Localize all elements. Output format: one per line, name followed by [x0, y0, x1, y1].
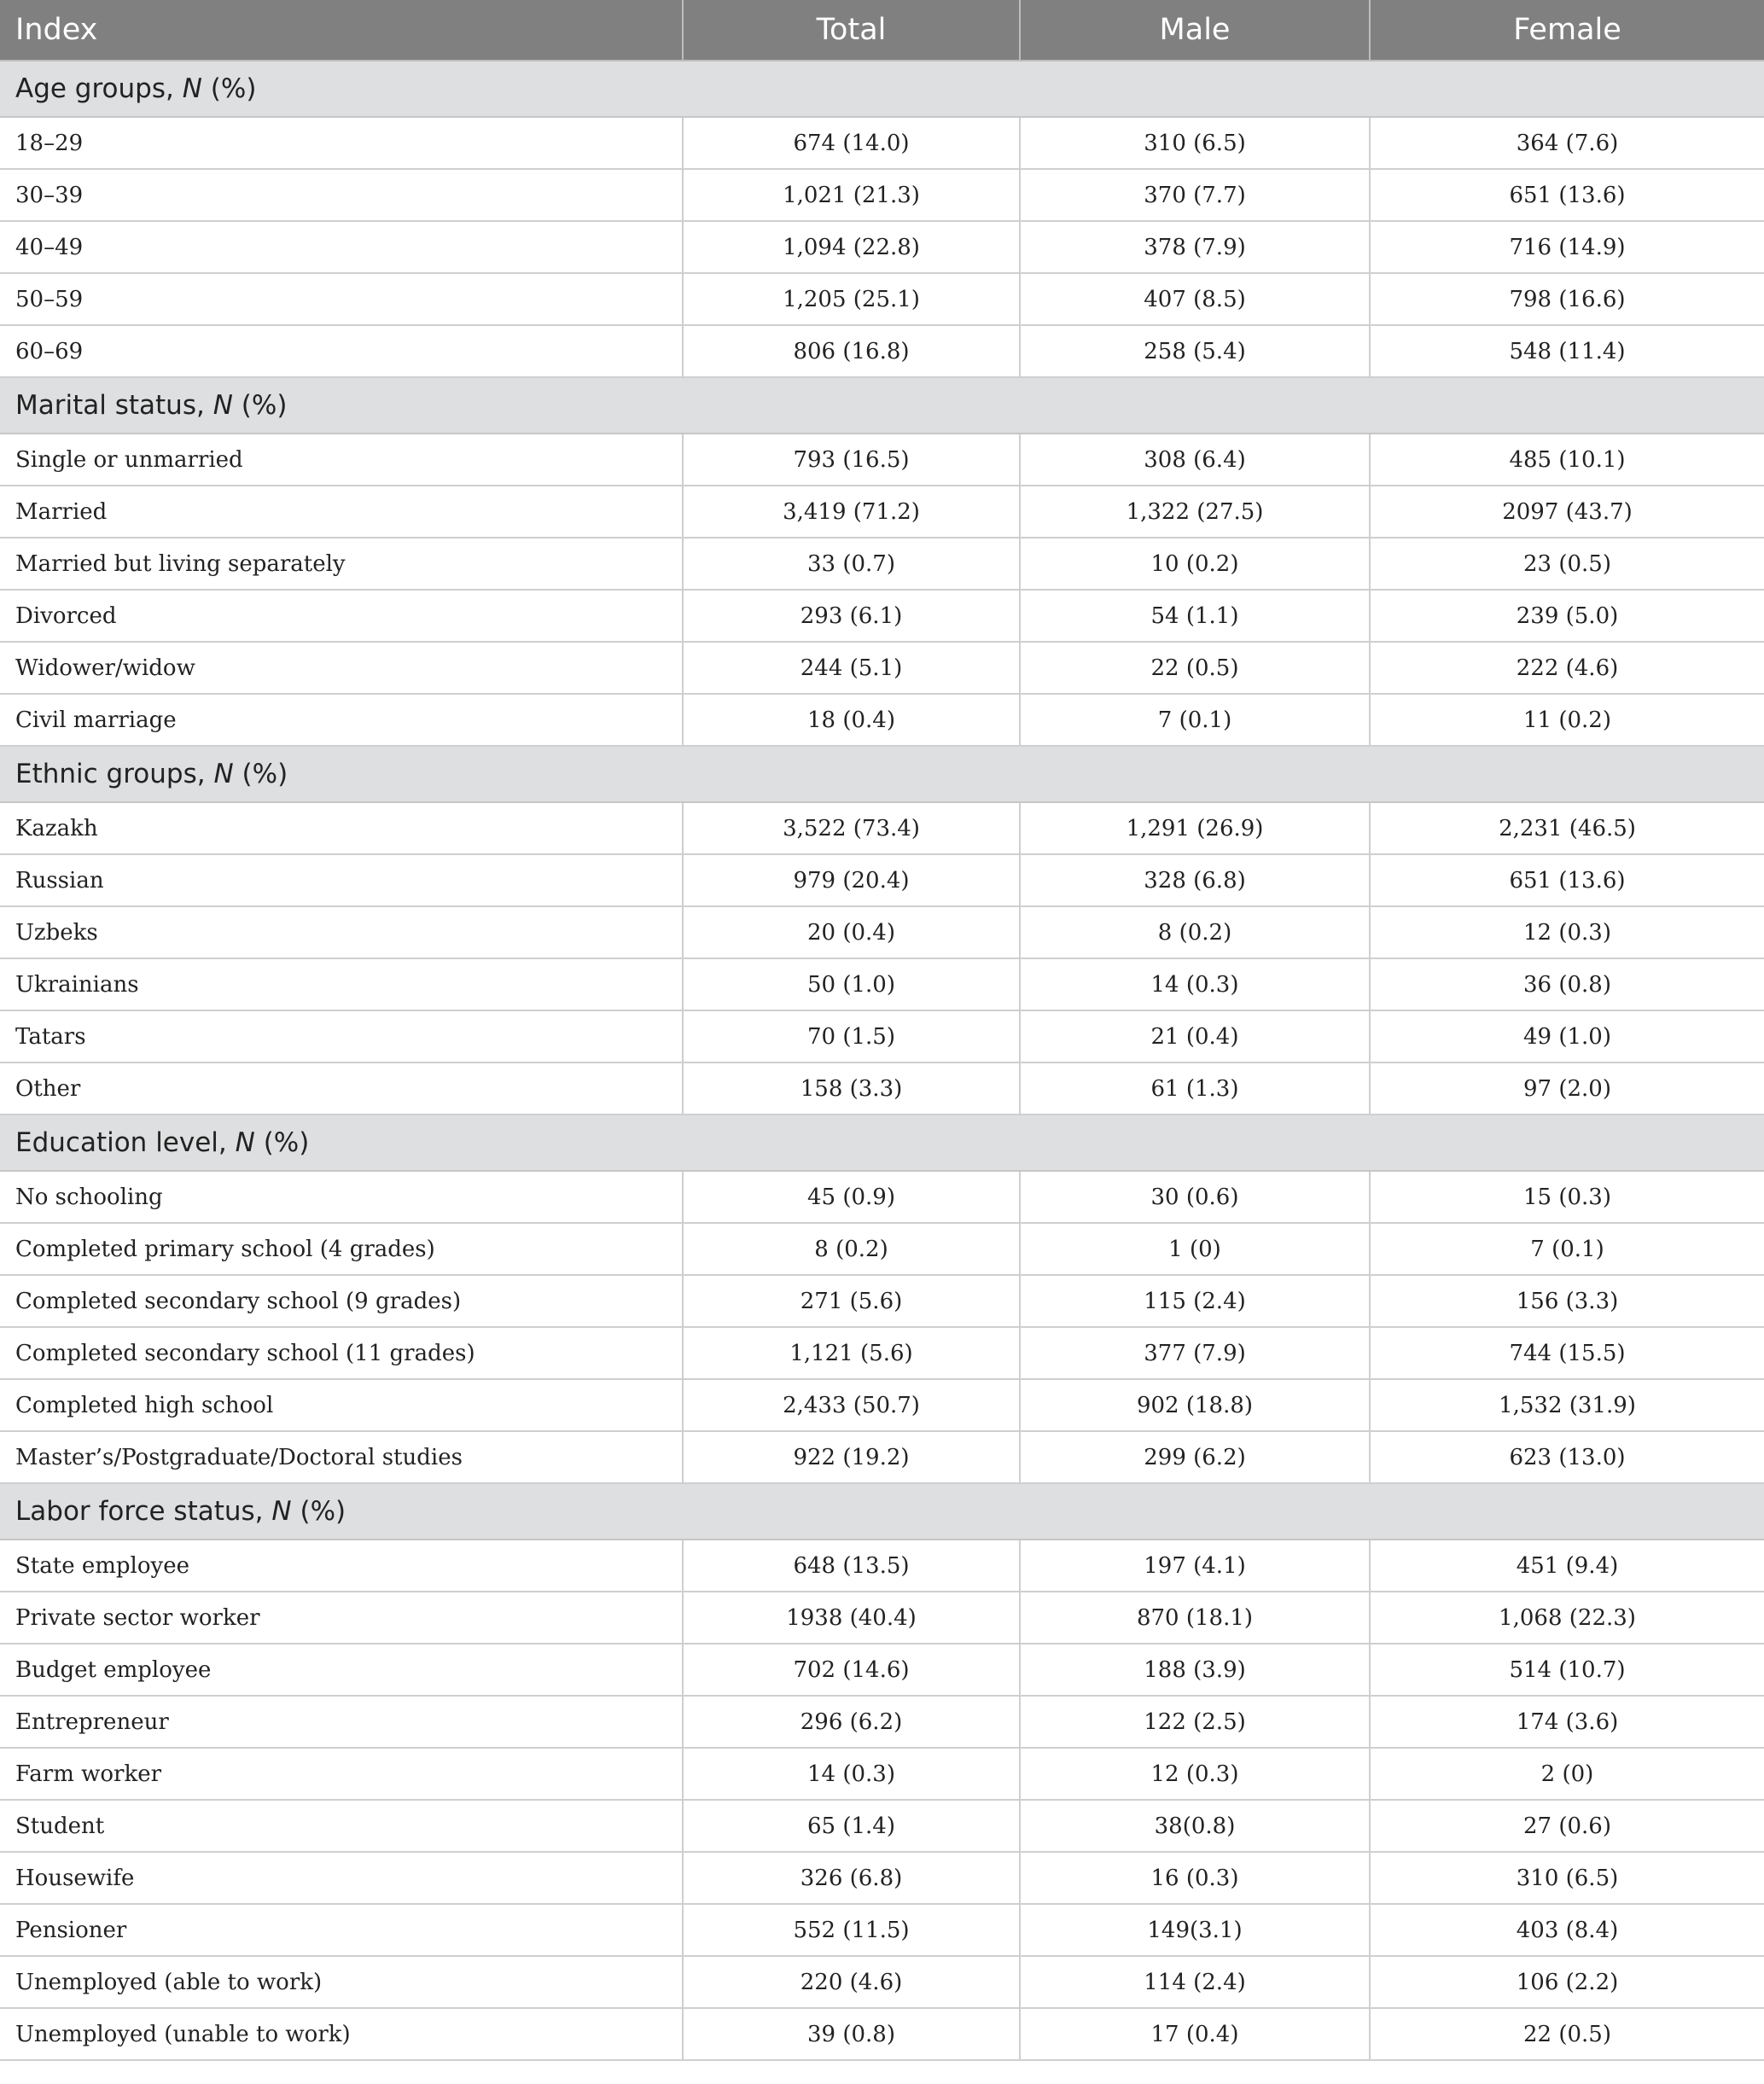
- male-cell: 308 (6.4): [1020, 434, 1370, 486]
- row-label-cell: Single or unmarried: [0, 434, 683, 486]
- total-cell: 293 (6.1): [683, 590, 1020, 642]
- total-cell: 648 (13.5): [683, 1540, 1020, 1592]
- table-row: [0, 906, 1764, 958]
- total-cell: 158 (3.3): [683, 1062, 1020, 1115]
- table-body: [0, 61, 1764, 2060]
- total-cell: 244 (5.1): [683, 642, 1020, 694]
- header-female: Female: [1370, 0, 1764, 61]
- female-cell: 23 (0.5): [1370, 538, 1764, 590]
- section-header-row: [0, 1483, 1764, 1540]
- male-cell: 328 (6.8): [1020, 854, 1370, 906]
- female-cell: 451 (9.4): [1370, 1540, 1764, 1592]
- row-label-cell: Unemployed (unable to work): [0, 2008, 683, 2060]
- section-unit-n: N: [213, 759, 234, 789]
- row-label-cell: Completed high school: [0, 1379, 683, 1431]
- table-row: [0, 117, 1764, 169]
- female-cell: 651 (13.6): [1370, 169, 1764, 221]
- total-cell: 793 (16.5): [683, 434, 1020, 486]
- row-label-cell: 50–59: [0, 273, 683, 325]
- male-cell: 870 (18.1): [1020, 1592, 1370, 1644]
- table-row: [0, 538, 1764, 590]
- male-cell: 902 (18.8): [1020, 1379, 1370, 1431]
- row-label-cell: 60–69: [0, 325, 683, 377]
- row-label-cell: Divorced: [0, 590, 683, 642]
- male-cell: 8 (0.2): [1020, 906, 1370, 958]
- male-cell: 407 (8.5): [1020, 273, 1370, 325]
- section-title: [0, 61, 1764, 117]
- section-unit-percent: (%): [242, 759, 288, 789]
- table-row: [0, 1223, 1764, 1275]
- total-cell: 45 (0.9): [683, 1171, 1020, 1223]
- female-cell: 2097 (43.7): [1370, 486, 1764, 538]
- total-cell: 702 (14.6): [683, 1644, 1020, 1696]
- row-label-cell: Housewife: [0, 1852, 683, 1904]
- female-cell: 744 (15.5): [1370, 1327, 1764, 1379]
- male-cell: 17 (0.4): [1020, 2008, 1370, 2060]
- table-row: [0, 169, 1764, 221]
- row-label-cell: State employee: [0, 1540, 683, 1592]
- total-cell: 33 (0.7): [683, 538, 1020, 590]
- section-title: [0, 1483, 1764, 1540]
- female-cell: 15 (0.3): [1370, 1171, 1764, 1223]
- table-row: [0, 1379, 1764, 1431]
- row-label-cell: No schooling: [0, 1171, 683, 1223]
- female-cell: 11 (0.2): [1370, 694, 1764, 746]
- total-cell: 979 (20.4): [683, 854, 1020, 906]
- section-unit-n: N: [271, 1496, 292, 1527]
- female-cell: 2,231 (46.5): [1370, 802, 1764, 854]
- female-cell: 485 (10.1): [1370, 434, 1764, 486]
- row-label-cell: Private sector worker: [0, 1592, 683, 1644]
- section-unit-n: N: [235, 1127, 255, 1158]
- male-cell: 1,322 (27.5): [1020, 486, 1370, 538]
- total-cell: 14 (0.3): [683, 1748, 1020, 1800]
- table-row: [0, 1010, 1764, 1062]
- total-cell: 65 (1.4): [683, 1800, 1020, 1852]
- table-row: [0, 854, 1764, 906]
- total-cell: 8 (0.2): [683, 1223, 1020, 1275]
- female-cell: 239 (5.0): [1370, 590, 1764, 642]
- row-label-cell: Married: [0, 486, 683, 538]
- row-label-cell: Student: [0, 1800, 683, 1852]
- table-row: [0, 1171, 1764, 1223]
- table-row: [0, 1540, 1764, 1592]
- section-header-row: [0, 746, 1764, 802]
- table-row: [0, 1956, 1764, 2008]
- male-cell: 10 (0.2): [1020, 538, 1370, 590]
- table-row: [0, 642, 1764, 694]
- section-header-row: [0, 377, 1764, 434]
- table-row: [0, 1592, 1764, 1644]
- male-cell: 1 (0): [1020, 1223, 1370, 1275]
- table-row: [0, 802, 1764, 854]
- female-cell: 49 (1.0): [1370, 1010, 1764, 1062]
- total-cell: 552 (11.5): [683, 1904, 1020, 1956]
- table-row: [0, 325, 1764, 377]
- male-cell: 30 (0.6): [1020, 1171, 1370, 1223]
- female-cell: 548 (11.4): [1370, 325, 1764, 377]
- total-cell: 1,021 (21.3): [683, 169, 1020, 221]
- female-cell: 22 (0.5): [1370, 2008, 1764, 2060]
- male-cell: 149(3.1): [1020, 1904, 1370, 1956]
- header-total: Total: [683, 0, 1020, 61]
- total-cell: 1,205 (25.1): [683, 273, 1020, 325]
- female-cell: 97 (2.0): [1370, 1062, 1764, 1115]
- total-cell: 20 (0.4): [683, 906, 1020, 958]
- total-cell: 1,094 (22.8): [683, 221, 1020, 273]
- row-label-cell: Married but living separately: [0, 538, 683, 590]
- table-row: [0, 958, 1764, 1010]
- row-label-cell: Farm worker: [0, 1748, 683, 1800]
- section-unit-n: N: [212, 390, 233, 421]
- row-label-cell: Unemployed (able to work): [0, 1956, 683, 2008]
- section-unit-percent: (%): [300, 1496, 346, 1527]
- male-cell: 197 (4.1): [1020, 1540, 1370, 1592]
- male-cell: 16 (0.3): [1020, 1852, 1370, 1904]
- total-cell: 922 (19.2): [683, 1431, 1020, 1483]
- male-cell: 370 (7.7): [1020, 169, 1370, 221]
- section-unit-percent: (%): [241, 390, 288, 421]
- table-row: [0, 1062, 1764, 1115]
- table-row: [0, 694, 1764, 746]
- female-cell: 36 (0.8): [1370, 958, 1764, 1010]
- table-row: [0, 1748, 1764, 1800]
- male-cell: 12 (0.3): [1020, 1748, 1370, 1800]
- female-cell: 623 (13.0): [1370, 1431, 1764, 1483]
- male-cell: 310 (6.5): [1020, 117, 1370, 169]
- row-label-cell: Kazakh: [0, 802, 683, 854]
- table-row: [0, 1431, 1764, 1483]
- male-cell: 7 (0.1): [1020, 694, 1370, 746]
- total-cell: 18 (0.4): [683, 694, 1020, 746]
- row-label-cell: Russian: [0, 854, 683, 906]
- row-label-cell: Completed secondary school (9 grades): [0, 1275, 683, 1327]
- section-unit-percent: (%): [263, 1127, 310, 1158]
- row-label-cell: 18–29: [0, 117, 683, 169]
- male-cell: 299 (6.2): [1020, 1431, 1370, 1483]
- table-row: [0, 486, 1764, 538]
- section-header-row: [0, 61, 1764, 117]
- female-cell: 12 (0.3): [1370, 906, 1764, 958]
- table-row: [0, 2008, 1764, 2060]
- male-cell: 188 (3.9): [1020, 1644, 1370, 1696]
- male-cell: 14 (0.3): [1020, 958, 1370, 1010]
- table-row: [0, 590, 1764, 642]
- male-cell: 1,291 (26.9): [1020, 802, 1370, 854]
- row-label-cell: Other: [0, 1062, 683, 1115]
- table-row: [0, 221, 1764, 273]
- female-cell: 27 (0.6): [1370, 1800, 1764, 1852]
- row-label-cell: Uzbeks: [0, 906, 683, 958]
- row-label-cell: 30–39: [0, 169, 683, 221]
- section-header-row: [0, 1115, 1764, 1171]
- male-cell: 114 (2.4): [1020, 1956, 1370, 2008]
- male-cell: 61 (1.3): [1020, 1062, 1370, 1115]
- total-cell: 1938 (40.4): [683, 1592, 1020, 1644]
- table-row: [0, 1644, 1764, 1696]
- table-row: [0, 434, 1764, 486]
- total-cell: 271 (5.6): [683, 1275, 1020, 1327]
- total-cell: 70 (1.5): [683, 1010, 1020, 1062]
- section-unit-n: N: [182, 73, 202, 104]
- section-title: [0, 746, 1764, 802]
- row-label-cell: Tatars: [0, 1010, 683, 1062]
- table-row: [0, 273, 1764, 325]
- section-title: [0, 377, 1764, 434]
- female-cell: 1,532 (31.9): [1370, 1379, 1764, 1431]
- total-cell: 296 (6.2): [683, 1696, 1020, 1748]
- header-male: Male: [1020, 0, 1370, 61]
- row-label-cell: Budget employee: [0, 1644, 683, 1696]
- row-label-cell: Pensioner: [0, 1904, 683, 1956]
- row-label-cell: Completed secondary school (11 grades): [0, 1327, 683, 1379]
- total-cell: 806 (16.8): [683, 325, 1020, 377]
- male-cell: 115 (2.4): [1020, 1275, 1370, 1327]
- male-cell: 378 (7.9): [1020, 221, 1370, 273]
- table-row: [0, 1696, 1764, 1748]
- table-row: [0, 1852, 1764, 1904]
- female-cell: 156 (3.3): [1370, 1275, 1764, 1327]
- row-label-cell: 40–49: [0, 221, 683, 273]
- male-cell: 377 (7.9): [1020, 1327, 1370, 1379]
- female-cell: 7 (0.1): [1370, 1223, 1764, 1275]
- row-label-cell: Civil marriage: [0, 694, 683, 746]
- total-cell: 326 (6.8): [683, 1852, 1020, 1904]
- row-label-cell: Completed primary school (4 grades): [0, 1223, 683, 1275]
- female-cell: 364 (7.6): [1370, 117, 1764, 169]
- table-row: [0, 1800, 1764, 1852]
- female-cell: 310 (6.5): [1370, 1852, 1764, 1904]
- section-title-text: Age groups,: [15, 73, 174, 104]
- table-row: [0, 1275, 1764, 1327]
- female-cell: 1,068 (22.3): [1370, 1592, 1764, 1644]
- total-cell: 674 (14.0): [683, 117, 1020, 169]
- row-label-cell: Widower/widow: [0, 642, 683, 694]
- female-cell: 716 (14.9): [1370, 221, 1764, 273]
- female-cell: 514 (10.7): [1370, 1644, 1764, 1696]
- row-label-cell: Master’s/Postgraduate/Doctoral studies: [0, 1431, 683, 1483]
- section-title: [0, 1115, 1764, 1171]
- male-cell: 258 (5.4): [1020, 325, 1370, 377]
- total-cell: 2,433 (50.7): [683, 1379, 1020, 1431]
- table-row: [0, 1327, 1764, 1379]
- female-cell: 2 (0): [1370, 1748, 1764, 1800]
- male-cell: 21 (0.4): [1020, 1010, 1370, 1062]
- section-title-text: Ethnic groups,: [15, 759, 206, 789]
- row-label-cell: Entrepreneur: [0, 1696, 683, 1748]
- section-title-text: Education level,: [15, 1127, 227, 1158]
- female-cell: 403 (8.4): [1370, 1904, 1764, 1956]
- female-cell: 222 (4.6): [1370, 642, 1764, 694]
- male-cell: 122 (2.5): [1020, 1696, 1370, 1748]
- total-cell: 1,121 (5.6): [683, 1327, 1020, 1379]
- total-cell: 3,419 (71.2): [683, 486, 1020, 538]
- total-cell: 3,522 (73.4): [683, 802, 1020, 854]
- total-cell: 39 (0.8): [683, 2008, 1020, 2060]
- section-title-text: Marital status,: [15, 390, 205, 421]
- male-cell: 54 (1.1): [1020, 590, 1370, 642]
- male-cell: 38(0.8): [1020, 1800, 1370, 1852]
- section-title-text: Labor force status,: [15, 1496, 264, 1527]
- female-cell: 174 (3.6): [1370, 1696, 1764, 1748]
- table-header-row: [0, 0, 1764, 61]
- female-cell: 106 (2.2): [1370, 1956, 1764, 2008]
- row-label-cell: Ukrainians: [0, 958, 683, 1010]
- female-cell: 651 (13.6): [1370, 854, 1764, 906]
- total-cell: 50 (1.0): [683, 958, 1020, 1010]
- section-unit-percent: (%): [210, 73, 257, 104]
- male-cell: 22 (0.5): [1020, 642, 1370, 694]
- table-row: [0, 1904, 1764, 1956]
- total-cell: 220 (4.6): [683, 1956, 1020, 2008]
- header-index: Index: [0, 0, 683, 61]
- female-cell: 798 (16.6): [1370, 273, 1764, 325]
